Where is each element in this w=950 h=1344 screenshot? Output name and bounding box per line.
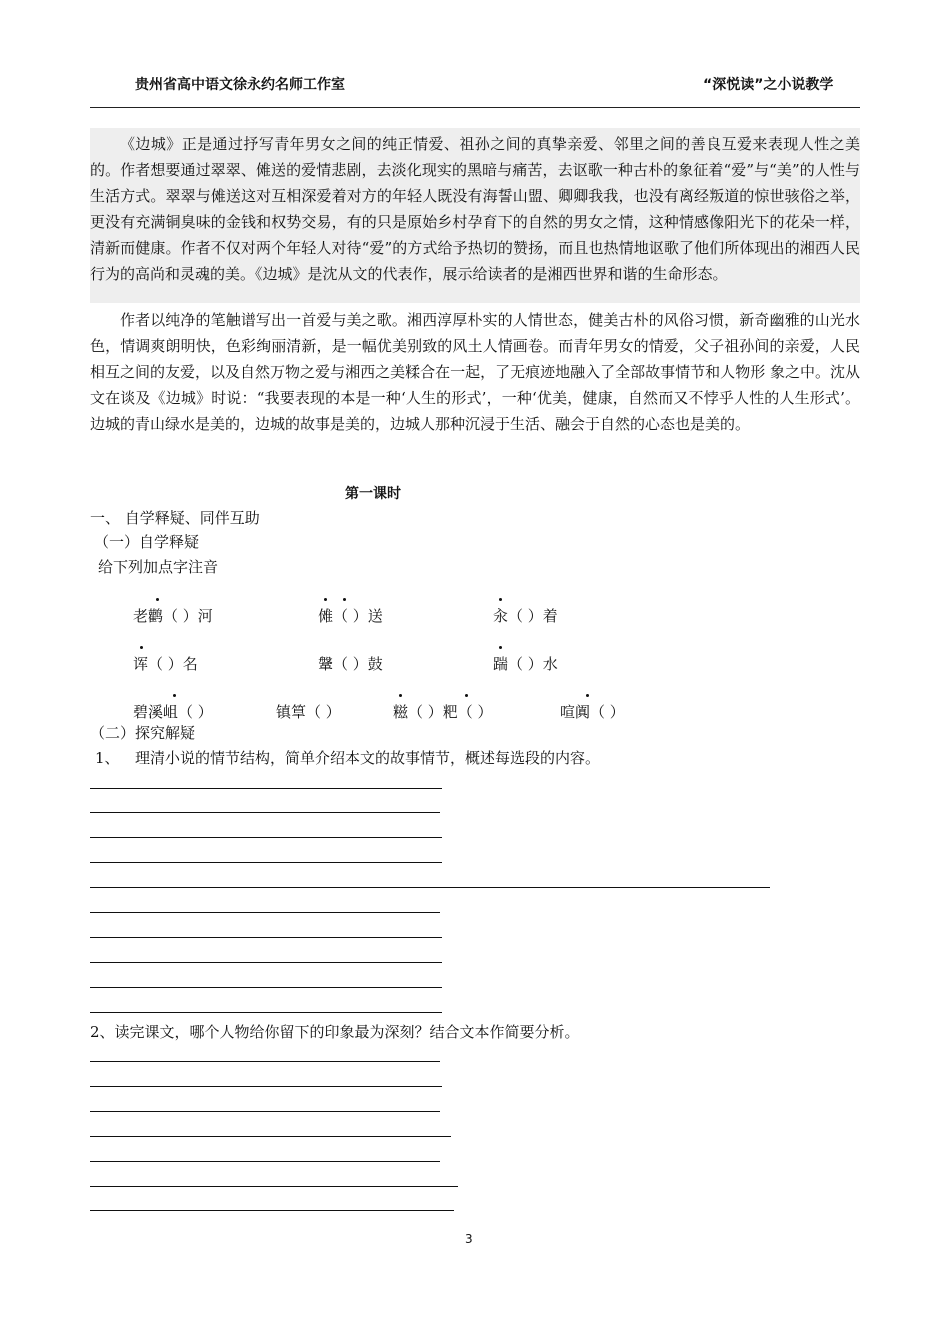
emphasis-dot bbox=[156, 598, 159, 601]
pinyin-item: 糍（ ）粑（ ） bbox=[393, 703, 493, 721]
subsection-heading-2: （二）探究解疑 bbox=[90, 724, 196, 742]
answer-line bbox=[90, 937, 442, 938]
intro-p2-text: 作者以纯净的笔触谱写出一首爱与美之歌。湘西淳厚朴实的人情世态，健美古朴的风俗习惯，新奇幽雅的山光水色，情调爽朗明快，色彩绚丽清新，是一幅优美别致的风土人情画卷。而青年男女的情爱，父子祖孙间的亲爱，人民相互之间的友爱，以及自然万物之爱与湘西之美糅合在一起，了无痕迹地融入了全部故事情节和人物形 象之中。沈从文在谈及《边城》时说：“我要表现的本是一种‘人生的形式’，一种‘优美，健康，自然而又不悖乎人性的人生形式’。边城的青山绿水是美的，边城的故事是美的，边城人那种沉浸于生活、融会于自然的心态也是美的。 bbox=[90, 311, 860, 433]
emphasis-dot bbox=[173, 694, 176, 697]
answer-line bbox=[90, 837, 442, 838]
pinyin-item: 诨（ ）名 bbox=[133, 655, 198, 673]
answer-line bbox=[90, 1210, 454, 1211]
question-1-number: 1、 bbox=[95, 749, 120, 767]
question-1-text: 理清小说的情节结构，简单介绍本文的故事情节，概述每选段的内容。 bbox=[135, 749, 601, 767]
question-2-text: 2、读完课文，哪个人物给你留下的印象最为深刻？结合文本作简要分析。 bbox=[90, 1023, 580, 1041]
header-rule bbox=[90, 107, 860, 108]
intro-paragraph-2 bbox=[90, 307, 860, 437]
emphasis-dot bbox=[140, 646, 143, 649]
answer-line bbox=[90, 1186, 458, 1187]
answer-line bbox=[90, 1111, 440, 1112]
pinyin-item: 碧溪岨（ ） bbox=[133, 703, 213, 721]
emphasis-dot bbox=[343, 598, 346, 601]
emphasis-dot bbox=[399, 694, 402, 697]
pinyin-item: 踹（ ）水 bbox=[493, 655, 558, 673]
answer-line bbox=[90, 1012, 442, 1013]
answer-line bbox=[90, 887, 770, 888]
emphasis-dot bbox=[324, 598, 327, 601]
pinyin-item: 老鹳（ ）河 bbox=[133, 607, 213, 625]
pinyin-item: 镇筸（ ） bbox=[276, 703, 341, 721]
section-heading-1: 一、 自学释疑、同伴互助 bbox=[90, 509, 260, 527]
emphasis-dot bbox=[465, 694, 468, 697]
emphasis-dot bbox=[499, 598, 502, 601]
answer-line bbox=[90, 788, 442, 789]
header-left: 贵州省高中语文徐永约名师工作室 bbox=[135, 77, 345, 93]
intro-paragraph-1 bbox=[90, 131, 860, 287]
page-number: 3 bbox=[465, 1232, 473, 1246]
answer-line bbox=[90, 812, 440, 813]
answer-line bbox=[90, 1086, 442, 1087]
answer-line bbox=[90, 1136, 451, 1137]
emphasis-dot bbox=[499, 646, 502, 649]
pinyin-item: 汆（ ）着 bbox=[493, 607, 558, 625]
answer-line bbox=[90, 962, 442, 963]
answer-line bbox=[90, 987, 442, 988]
pinyin-item: 鞶（ ）鼓 bbox=[318, 655, 383, 673]
instruction-text: 给下列加点字注音 bbox=[98, 558, 219, 576]
answer-line bbox=[90, 862, 442, 863]
answer-line bbox=[90, 1161, 440, 1162]
subsection-heading-1: （一）自学释疑 bbox=[94, 533, 200, 551]
lesson-title: 第一课时 bbox=[345, 486, 401, 502]
intro-p1-text: 《边城》正是通过抒写青年男女之间的纯正情爱、祖孙之间的真挚亲爱、邻里之间的善良互爱来表现人性之美的。作者想要通过翠翠、傩送的爱情悲剧，去淡化现实的黑暗与痛苦，去讴歌一种古朴的象征着“爱”与“美”的人性与生活方式。翠翠与傩送这对互相深爱着对方的年轻人既没有海誓山盟、卿卿我我，也没有离经叛道的惊世骇俗之举，更没有充满铜臭味的金钱和权势交易，有的只是原始乡村孕育下的自然的男女之情，这种情感像阳光下的花朵一样，清新而健康。作者不仅对两个年轻人对待“爱”的方式给予热切的赞扬，而且也热情地讴歌了他们所体现出的湘西人民行为的高尚和灵魂的美。《边城》是沈从文的代表作，展示给读者的是湘西世界和谐的生命形态。 bbox=[90, 135, 860, 283]
pinyin-item: 喧阗（ ） bbox=[560, 703, 625, 721]
answer-line bbox=[90, 912, 440, 913]
header-right: “深悦读”之小说教学 bbox=[703, 77, 834, 93]
emphasis-dot bbox=[586, 694, 589, 697]
pinyin-item: 傩（ ）送 bbox=[318, 607, 383, 625]
answer-line bbox=[90, 1061, 440, 1062]
